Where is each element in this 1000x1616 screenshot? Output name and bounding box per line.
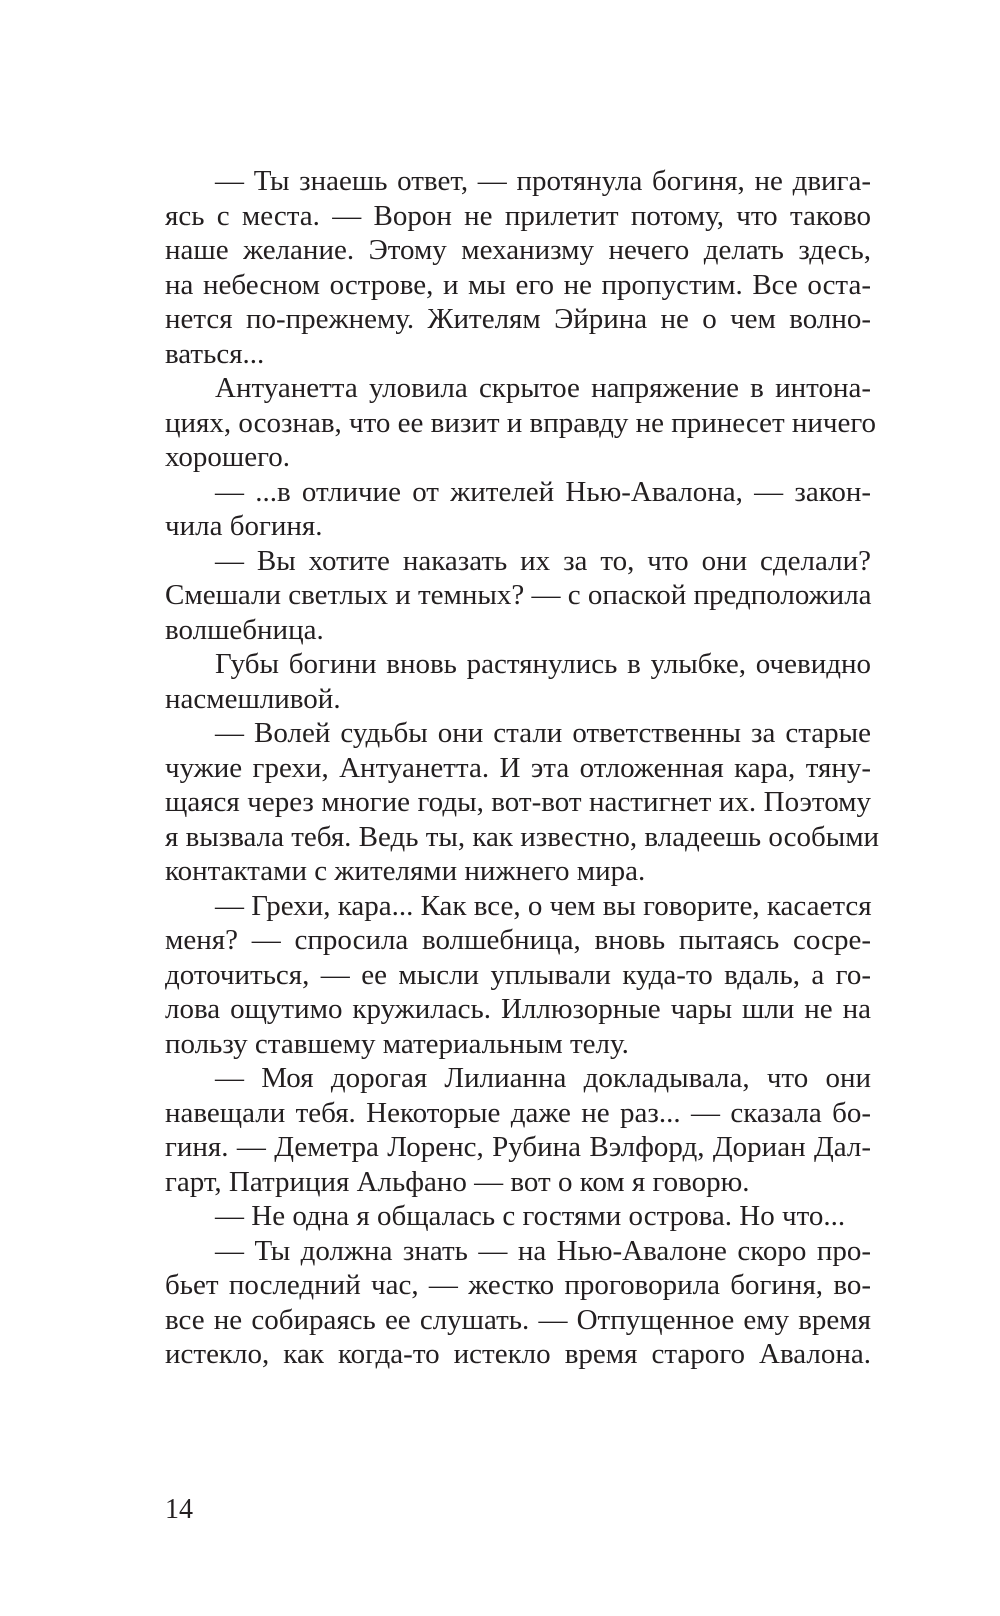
text-line: — Ты должна знать — на Нью-Авалоне скоро про- xyxy=(215,1234,871,1267)
paragraph-9 xyxy=(165,1199,871,1234)
body-text xyxy=(165,164,880,1372)
text-line: Смешали светлых и темных? — с опаской предположила xyxy=(165,579,872,611)
text-line: хорошего. xyxy=(165,441,291,473)
text-line: пользу ставшему материальным телу. xyxy=(165,1027,629,1060)
text-line: гарт, Патриция Альфано — вот о ком я говорю. xyxy=(165,1165,750,1198)
paragraph-4 xyxy=(165,544,871,648)
paragraph-1 xyxy=(165,164,871,371)
text-line: — Не одна я общалась с гостями острова. Но что... xyxy=(215,1200,846,1232)
text-line: ваться... xyxy=(165,337,265,370)
paragraph-6 xyxy=(165,716,880,889)
text-line: истекло, как когда-то истекло время старого Авалона. xyxy=(165,1338,871,1370)
paragraph-5 xyxy=(165,647,871,716)
text-line: Губы богини вновь растянулись в улыбке, очевидно xyxy=(215,648,871,680)
text-line: бьет последний час, — жестко проговорила богиня, во- xyxy=(165,1269,871,1301)
paragraph-7 xyxy=(165,889,871,1062)
text-line: все не собираясь ее слушать. — Отпущенное ему время xyxy=(165,1303,871,1336)
paragraph-2 xyxy=(165,371,877,475)
paragraph-8 xyxy=(165,1061,871,1199)
text-line: — ...в отличие от жителей Нью-Авалона, — закон- xyxy=(215,475,871,508)
text-line: меня? — спросила волшебница, вновь пытаясь сосре- xyxy=(165,924,871,956)
text-line: — Грехи, кара... Как все, о чем вы говорите, касается xyxy=(215,889,872,922)
text-line: Антуанетта уловила скрытое напряжение в интона- xyxy=(215,372,871,404)
text-line: лова ощутимо кружилась. Иллюзорные чары шли не на xyxy=(165,993,871,1025)
text-line: — Волей судьбы они стали ответственны за старые xyxy=(215,717,871,749)
text-line: доточиться, — ее мысли уплывали куда-то вдаль, а го- xyxy=(165,958,871,991)
text-line: — Ты знаешь ответ, — протянула богиня, не двига- xyxy=(215,165,871,197)
text-line: насмешливой. xyxy=(165,682,341,715)
text-line: я вызвала тебя. Ведь ты, как известно, владеешь особыми xyxy=(165,820,880,853)
text-line: волшебница. xyxy=(165,613,324,646)
text-line: — Моя дорогая Лилианна докладывала, что они xyxy=(215,1062,871,1094)
text-line: контактами с жителями нижнего мира. xyxy=(165,855,646,887)
text-line: щаяся через многие годы, вот-вот настигнет их. Поэтому xyxy=(165,786,871,818)
paragraph-3 xyxy=(165,475,871,544)
text-line: наше желание. Этому механизму нечего делать здесь, xyxy=(165,234,871,266)
text-line: на небесном острове, и мы его не пропустим. Все оста- xyxy=(165,268,871,301)
text-line: чужие грехи, Антуанетта. И эта отложенная кара, тяну- xyxy=(165,751,871,784)
text-line: навещали тебя. Некоторые даже не раз... — сказала бо- xyxy=(165,1096,871,1129)
page-number: 14 xyxy=(165,1494,193,1525)
text-line: гиня. — Деметра Лоренс, Рубина Вэлфорд, Дориан Дал- xyxy=(165,1131,871,1163)
text-line: ясь с места. — Ворон не прилетит потому, что таково xyxy=(165,199,871,232)
text-line: циях, осознав, что ее визит и вправду не принесет ничего xyxy=(165,406,877,439)
text-line: чила богиня. xyxy=(165,510,323,542)
text-line: нется по-прежнему. Жителям Эйрина не о чем волно- xyxy=(165,303,871,335)
text-line: — Вы хотите наказать их за то, что они сделали? xyxy=(215,544,871,577)
paragraph-10 xyxy=(165,1234,871,1372)
